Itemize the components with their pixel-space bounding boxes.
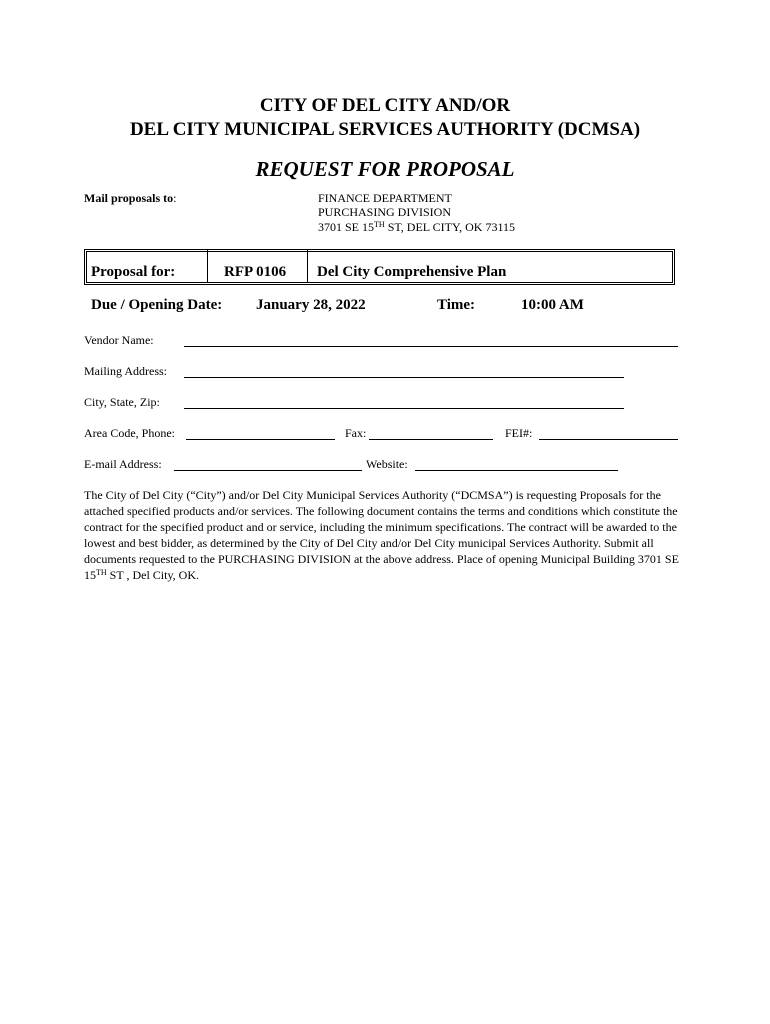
rfp-number: RFP 0106 [224,264,287,280]
email-field[interactable] [174,470,362,471]
mail-proposals-label: Mail proposals to: [84,191,177,205]
fax-label: Fax: [345,426,367,440]
body-paragraph: The City of Del City (“City”) and/or Del City Municipal Services Authority (“DCMSA”) is requesting Proposals for the attached specified products and/or services. The following document contains the terms and conditions which constitute the contract for the specified product and or service, including the minimum specifications. The contract will be awarded to the lowest and best bidder, as determined by the City of Del City and/or Del City municipal Services Authority. Submit all documents requested to the PURCHASING DIVISION at the above address. Place of opening Municipal Building 3701 SE 15TH ST , Del City, OK. [84,488,679,582]
mail-address: 3701 SE 15TH ST, DEL CITY, OK 73115 [318,220,516,234]
mailing-address-label: Mailing Address: [84,364,167,378]
time-label: Time: [437,297,476,313]
due-date-label: Due / Opening Date: [91,297,223,313]
proposal-divider [307,250,308,283]
website-label: Website: [366,457,408,471]
header-line-2: DEL CITY MUNICIPAL SERVICES AUTHORITY (DCMSA) [129,119,641,140]
document-title: REQUEST FOR PROPOSAL [255,157,515,181]
mail-division: PURCHASING DIVISION [318,205,452,219]
phone-label: Area Code, Phone: [84,426,175,440]
mailing-address-field[interactable] [184,377,624,378]
header-line-1: CITY OF DEL CITY AND/OR [259,95,511,116]
due-date-value: January 28, 2022 [256,297,366,313]
fax-field[interactable] [369,439,493,440]
mail-dept: FINANCE DEPARTMENT [318,191,452,205]
website-field[interactable] [415,470,618,471]
email-label: E-mail Address: [84,457,162,471]
city-state-zip-label: City, State, Zip: [84,395,160,409]
proposal-divider [207,250,208,283]
city-state-zip-field[interactable] [184,408,624,409]
phone-field[interactable] [186,439,335,440]
fei-label: FEI#: [505,426,533,440]
fei-field[interactable] [539,439,678,440]
proposal-label: Proposal for: [91,264,176,280]
vendor-name-label: Vendor Name: [84,333,154,347]
proposal-name: Del City Comprehensive Plan [317,264,507,280]
time-value: 10:00 AM [521,297,584,313]
vendor-name-field[interactable] [184,346,678,347]
